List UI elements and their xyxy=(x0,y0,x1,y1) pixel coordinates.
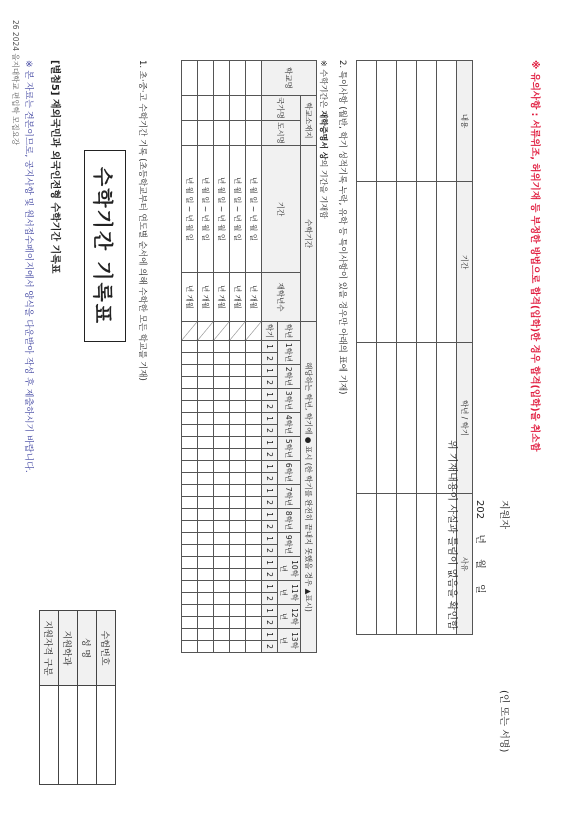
semester-mark-cell[interactable] xyxy=(246,473,262,485)
semester-mark-cell[interactable] xyxy=(198,365,214,377)
semester-header: 2 xyxy=(262,497,278,509)
grade-header: 2학년 xyxy=(278,365,301,389)
semester-mark-cell[interactable] xyxy=(182,581,198,593)
semester-mark-cell[interactable] xyxy=(246,617,262,629)
semester-mark-cell[interactable] xyxy=(230,509,246,521)
semester-mark-cell[interactable] xyxy=(230,581,246,593)
semester-mark-cell[interactable] xyxy=(198,353,214,365)
semester-mark-cell[interactable] xyxy=(182,617,198,629)
period-cell[interactable]: 년 월 일 ~ 년 월 일 xyxy=(182,146,198,273)
semester-mark-cell[interactable] xyxy=(214,425,230,437)
table-row xyxy=(230,61,246,653)
semester-mark-cell[interactable] xyxy=(198,617,214,629)
confirmation-text: 위 기재내용이 사실과 틀림이 없음을 확인함 xyxy=(446,440,457,630)
id-value[interactable] xyxy=(97,686,116,785)
table-row xyxy=(182,61,198,653)
city-cell[interactable] xyxy=(230,121,246,146)
semester-label: 학기 xyxy=(262,322,278,341)
semester-header: 2 xyxy=(262,521,278,533)
semester-mark-cell[interactable] xyxy=(214,485,230,497)
semester-header: 2 xyxy=(262,353,278,365)
id-label: 지원자격 구분 xyxy=(40,611,59,686)
semester-mark-cell[interactable] xyxy=(198,389,214,401)
school-name-cell[interactable] xyxy=(246,61,262,96)
note-1-emphasis: 재학증명서 상 xyxy=(319,110,328,160)
semester-mark-cell[interactable] xyxy=(230,521,246,533)
col-school-name: 학교명 xyxy=(262,61,317,96)
notes-cell[interactable] xyxy=(357,61,377,182)
semester-mark-cell[interactable] xyxy=(182,629,198,641)
semester-mark-cell[interactable] xyxy=(182,641,198,653)
semester-mark-cell[interactable] xyxy=(230,593,246,605)
semester-header: 2 xyxy=(262,593,278,605)
semester-mark-cell[interactable] xyxy=(182,341,198,353)
semester-header: 2 xyxy=(262,617,278,629)
semester-mark-cell[interactable] xyxy=(246,485,262,497)
table-row xyxy=(357,61,377,635)
notes-cell[interactable] xyxy=(417,494,437,635)
semester-mark-cell[interactable] xyxy=(230,425,246,437)
school-name-cell[interactable] xyxy=(198,61,214,96)
semester-header: 1 xyxy=(262,509,278,521)
semester-mark-cell[interactable] xyxy=(214,533,230,545)
instruction-1: 1. 초·중·고 수학기간 기록 (초등학교부터 연도별 순서에 의해 수학한 모든 학교를 기재) xyxy=(137,60,147,381)
semester-header: 1 xyxy=(262,485,278,497)
semester-mark-cell[interactable] xyxy=(246,365,262,377)
applicant-id-table xyxy=(39,610,116,785)
semester-mark-cell[interactable] xyxy=(246,629,262,641)
semester-mark-cell[interactable] xyxy=(198,557,214,569)
semester-mark-cell[interactable] xyxy=(198,629,214,641)
semester-mark-cell[interactable] xyxy=(214,413,230,425)
semester-mark-cell[interactable] xyxy=(214,641,230,653)
grade-header: 6학년 xyxy=(278,461,301,485)
grade-slash-cell xyxy=(198,322,214,341)
semester-mark-cell[interactable] xyxy=(230,641,246,653)
semester-mark-cell[interactable] xyxy=(230,389,246,401)
notes-cell[interactable] xyxy=(377,343,397,494)
semester-mark-cell[interactable] xyxy=(182,461,198,473)
semester-mark-cell[interactable] xyxy=(182,425,198,437)
semester-mark-cell[interactable] xyxy=(230,341,246,353)
country-cell[interactable] xyxy=(214,96,230,121)
semester-mark-cell[interactable] xyxy=(246,413,262,425)
semester-mark-cell[interactable] xyxy=(214,401,230,413)
semester-mark-cell[interactable] xyxy=(182,473,198,485)
semester-mark-cell[interactable] xyxy=(214,473,230,485)
period-cell[interactable]: 년 월 일 ~ 년 월 일 xyxy=(230,146,246,273)
table-row xyxy=(397,61,417,635)
instruction-2: 2. 특이사항 (월반, 학기 성적기록 누락, 유학 등 특이사항이 있을 경우만 아래의 표에 기재) xyxy=(337,60,347,395)
semester-mark-cell[interactable] xyxy=(198,473,214,485)
notes-cell[interactable] xyxy=(397,61,417,182)
semester-mark-cell[interactable] xyxy=(230,617,246,629)
document-title: 수학기간 기록표 xyxy=(84,150,126,342)
country-cell[interactable] xyxy=(230,96,246,121)
semester-mark-cell[interactable] xyxy=(198,401,214,413)
semester-mark-cell[interactable] xyxy=(198,521,214,533)
semester-header: 2 xyxy=(262,377,278,389)
grade-header: 1학년 xyxy=(278,341,301,365)
page-footer: 26 2024 을지대학교 편입학 모집요강 xyxy=(11,20,20,146)
semester-mark-cell[interactable] xyxy=(214,509,230,521)
semester-mark-cell[interactable] xyxy=(198,509,214,521)
semester-mark-cell[interactable] xyxy=(230,401,246,413)
id-row xyxy=(97,611,116,785)
semester-mark-cell[interactable] xyxy=(230,353,246,365)
note-1 xyxy=(318,60,329,219)
id-label: 지원학과 xyxy=(59,611,78,686)
semester-mark-cell[interactable] xyxy=(246,377,262,389)
city-cell[interactable] xyxy=(214,121,230,146)
notes-cell[interactable] xyxy=(377,61,397,182)
semester-mark-cell[interactable] xyxy=(198,605,214,617)
semester-mark-cell[interactable] xyxy=(198,341,214,353)
semester-mark-cell[interactable] xyxy=(214,341,230,353)
semester-mark-cell[interactable] xyxy=(246,461,262,473)
school-name-cell[interactable] xyxy=(214,61,230,96)
semester-mark-cell[interactable] xyxy=(182,413,198,425)
semester-mark-cell[interactable] xyxy=(230,473,246,485)
semester-mark-cell[interactable] xyxy=(198,425,214,437)
semester-mark-cell[interactable] xyxy=(246,593,262,605)
semester-header: 1 xyxy=(262,557,278,569)
grade-header: 7학년 xyxy=(278,485,301,509)
notes-cell[interactable] xyxy=(417,61,437,182)
notice-top: ※ 본 자료는 견본이므로, 공지사항 및 원서접수페이지에서 양식을 다운받아 작성 후 제출하시기 바랍니다. xyxy=(23,60,33,473)
notes-cell[interactable] xyxy=(377,182,397,343)
semester-mark-cell[interactable] xyxy=(214,449,230,461)
semester-header: 2 xyxy=(262,641,278,653)
table-row xyxy=(417,61,437,635)
semester-mark-cell[interactable] xyxy=(246,353,262,365)
semester-mark-cell[interactable] xyxy=(246,557,262,569)
period-cell[interactable]: 년 월 일 ~ 년 월 일 xyxy=(246,146,262,273)
semester-mark-cell[interactable] xyxy=(246,437,262,449)
notes-cell[interactable] xyxy=(357,494,377,635)
semester-mark-cell[interactable] xyxy=(214,497,230,509)
semester-mark-cell[interactable] xyxy=(182,521,198,533)
city-cell[interactable] xyxy=(182,121,198,146)
grade-header: 5학년 xyxy=(278,437,301,461)
col-country: 국가명 xyxy=(262,96,301,121)
grade-header: 10학년 xyxy=(278,557,301,581)
city-cell[interactable] xyxy=(246,121,262,146)
duration-cell[interactable]: 년 개월 xyxy=(246,273,262,322)
period-cell[interactable]: 년 월 일 ~ 년 월 일 xyxy=(214,146,230,273)
semester-mark-cell[interactable] xyxy=(182,605,198,617)
semester-mark-cell[interactable] xyxy=(214,377,230,389)
semester-mark-cell[interactable] xyxy=(230,557,246,569)
semester-mark-cell[interactable] xyxy=(230,437,246,449)
id-value[interactable] xyxy=(40,686,59,785)
semester-mark-cell[interactable] xyxy=(198,581,214,593)
semester-mark-cell[interactable] xyxy=(182,401,198,413)
notes-cell[interactable] xyxy=(437,61,457,182)
semester-mark-cell[interactable] xyxy=(214,545,230,557)
col-reason: 사유 xyxy=(457,494,473,635)
semester-mark-cell[interactable] xyxy=(214,365,230,377)
grade-slash-cell xyxy=(182,322,198,341)
semester-mark-cell[interactable] xyxy=(246,509,262,521)
semester-mark-cell[interactable] xyxy=(214,389,230,401)
semester-header: 2 xyxy=(262,425,278,437)
semester-mark-cell[interactable] xyxy=(214,605,230,617)
semester-mark-cell[interactable] xyxy=(230,413,246,425)
duration-cell[interactable]: 년 개월 xyxy=(230,273,246,322)
semester-mark-cell[interactable] xyxy=(198,497,214,509)
grade-slash-cell xyxy=(230,322,246,341)
table-row xyxy=(377,61,397,635)
country-cell[interactable] xyxy=(246,96,262,121)
school-name-cell[interactable] xyxy=(182,61,198,96)
id-label: 수험번호 xyxy=(97,611,116,686)
semester-mark-cell[interactable] xyxy=(214,617,230,629)
grade-header: 11학년 xyxy=(278,581,301,605)
col-content: 내용 xyxy=(457,61,473,182)
applicant-label: 지원자 xyxy=(498,500,509,529)
section-title: [별첨5] 재외국민과 외국인전형 수학기간 기록표 xyxy=(49,60,60,274)
semester-mark-cell[interactable] xyxy=(198,569,214,581)
notes-cell[interactable] xyxy=(377,494,397,635)
semester-mark-cell[interactable] xyxy=(182,377,198,389)
period-cell[interactable]: 년 월 일 ~ 년 월 일 xyxy=(198,146,214,273)
id-row xyxy=(40,611,59,785)
semester-mark-cell[interactable] xyxy=(198,377,214,389)
semester-header: 2 xyxy=(262,473,278,485)
note-1-text: ※ 수학기간은 재학증명서 상의 기간을 기재함 xyxy=(319,60,328,219)
signature-label: (인 또는 서명) xyxy=(498,690,509,753)
semester-mark-cell[interactable] xyxy=(246,389,262,401)
id-value[interactable] xyxy=(78,686,97,785)
semester-mark-cell[interactable] xyxy=(214,437,230,449)
table-row xyxy=(214,61,230,653)
col-grade-semester: 학년 / 학기 xyxy=(457,343,473,494)
semester-mark-cell[interactable] xyxy=(182,437,198,449)
col-period: 기간 xyxy=(262,146,301,273)
semester-mark-cell[interactable] xyxy=(246,497,262,509)
semester-mark-cell[interactable] xyxy=(246,605,262,617)
col-period: 기간 xyxy=(457,182,473,343)
semester-mark-cell[interactable] xyxy=(182,593,198,605)
semester-mark-cell[interactable] xyxy=(246,521,262,533)
grade-label: 학년 xyxy=(278,322,301,341)
table-row xyxy=(246,61,262,653)
col-location: 학교소재지 xyxy=(301,96,317,146)
grade-header: 8학년 xyxy=(278,509,301,533)
semester-mark-cell[interactable] xyxy=(198,461,214,473)
semester-mark-cell[interactable] xyxy=(246,401,262,413)
col-city: 도시명 xyxy=(262,121,301,146)
semester-header: 1 xyxy=(262,437,278,449)
col-grade-group: 해당하는 학년, 학기에 ● 표시 (한 학기를 완전히 끝내지 못했을 경우 ▲표시) xyxy=(301,322,317,653)
semester-mark-cell[interactable] xyxy=(198,413,214,425)
notes-cell[interactable] xyxy=(397,494,417,635)
grade-header: 12학년 xyxy=(278,605,301,629)
semester-mark-cell[interactable] xyxy=(246,545,262,557)
semester-header: 1 xyxy=(262,533,278,545)
semester-mark-cell[interactable] xyxy=(198,449,214,461)
semester-mark-cell[interactable] xyxy=(182,389,198,401)
notes-cell[interactable] xyxy=(417,182,437,343)
semester-mark-cell[interactable] xyxy=(198,437,214,449)
semester-mark-cell[interactable] xyxy=(230,377,246,389)
semester-mark-cell[interactable] xyxy=(198,533,214,545)
semester-header: 1 xyxy=(262,581,278,593)
id-row xyxy=(59,611,78,785)
notes-cell[interactable] xyxy=(397,343,417,494)
col-duration: 재학년수 xyxy=(262,273,301,322)
semester-mark-cell[interactable] xyxy=(230,449,246,461)
semester-mark-cell[interactable] xyxy=(246,641,262,653)
semester-mark-cell[interactable] xyxy=(230,497,246,509)
semester-mark-cell[interactable] xyxy=(246,569,262,581)
semester-header: 2 xyxy=(262,449,278,461)
col-period-group: 수학기간 xyxy=(301,146,317,322)
semester-header: 1 xyxy=(262,365,278,377)
study-period-table xyxy=(181,60,317,653)
semester-mark-cell[interactable] xyxy=(230,629,246,641)
city-cell[interactable] xyxy=(198,121,214,146)
semester-mark-cell[interactable] xyxy=(198,485,214,497)
table-row xyxy=(198,61,214,653)
semester-header: 2 xyxy=(262,401,278,413)
semester-mark-cell[interactable] xyxy=(230,605,246,617)
semester-header: 1 xyxy=(262,341,278,353)
semester-mark-cell[interactable] xyxy=(214,581,230,593)
semester-mark-cell[interactable] xyxy=(182,557,198,569)
semester-mark-cell[interactable] xyxy=(246,449,262,461)
semester-header: 2 xyxy=(262,569,278,581)
country-cell[interactable] xyxy=(198,96,214,121)
semester-mark-cell[interactable] xyxy=(246,533,262,545)
id-value[interactable] xyxy=(59,686,78,785)
grade-slash-cell xyxy=(214,322,230,341)
semester-mark-cell[interactable] xyxy=(198,593,214,605)
semester-mark-cell[interactable] xyxy=(246,341,262,353)
id-label: 성 명 xyxy=(78,611,97,686)
semester-mark-cell[interactable] xyxy=(182,545,198,557)
semester-mark-cell[interactable] xyxy=(214,593,230,605)
semester-mark-cell[interactable] xyxy=(214,557,230,569)
school-name-cell[interactable] xyxy=(230,61,246,96)
semester-mark-cell[interactable] xyxy=(214,521,230,533)
semester-mark-cell[interactable] xyxy=(182,497,198,509)
country-cell[interactable] xyxy=(182,96,198,121)
notes-cell[interactable] xyxy=(357,343,377,494)
semester-header: 1 xyxy=(262,389,278,401)
semester-mark-cell[interactable] xyxy=(182,485,198,497)
notes-cell[interactable] xyxy=(357,182,377,343)
duration-cell[interactable]: 년 개월 xyxy=(198,273,214,322)
semester-mark-cell[interactable] xyxy=(230,461,246,473)
semester-mark-cell[interactable] xyxy=(182,353,198,365)
notes-cell[interactable] xyxy=(397,182,417,343)
semester-mark-cell[interactable] xyxy=(214,353,230,365)
semester-mark-cell[interactable] xyxy=(214,569,230,581)
semester-mark-cell[interactable] xyxy=(230,569,246,581)
semester-mark-cell[interactable] xyxy=(182,569,198,581)
grade-header: 13학년 xyxy=(278,629,301,653)
notes-cell[interactable] xyxy=(417,343,437,494)
semester-header: 1 xyxy=(262,629,278,641)
grade-header: 3학년 xyxy=(278,389,301,413)
semester-mark-cell[interactable] xyxy=(230,485,246,497)
semester-mark-cell[interactable] xyxy=(230,365,246,377)
id-row xyxy=(78,611,97,785)
semester-header: 1 xyxy=(262,605,278,617)
semester-mark-cell[interactable] xyxy=(230,533,246,545)
semester-header: 1 xyxy=(262,413,278,425)
semester-mark-cell[interactable] xyxy=(246,425,262,437)
semester-mark-cell[interactable] xyxy=(182,509,198,521)
notes-cell[interactable] xyxy=(437,182,457,343)
semester-mark-cell[interactable] xyxy=(198,545,214,557)
semester-mark-cell[interactable] xyxy=(214,461,230,473)
grade-slash-cell xyxy=(246,322,262,341)
grade-header: 9학년 xyxy=(278,533,301,557)
semester-mark-cell[interactable] xyxy=(230,545,246,557)
semester-mark-cell[interactable] xyxy=(198,641,214,653)
semester-mark-cell[interactable] xyxy=(182,365,198,377)
duration-cell[interactable]: 년 개월 xyxy=(182,273,198,322)
semester-header: 2 xyxy=(262,545,278,557)
semester-mark-cell[interactable] xyxy=(182,449,198,461)
semester-header: 1 xyxy=(262,461,278,473)
semester-mark-cell[interactable] xyxy=(246,581,262,593)
semester-mark-cell[interactable] xyxy=(182,533,198,545)
grade-header: 4학년 xyxy=(278,413,301,437)
semester-mark-cell[interactable] xyxy=(214,629,230,641)
duration-cell[interactable]: 년 개월 xyxy=(214,273,230,322)
caution-notice: ※ 유의사항 : 서류위조, 허위기재 등 부정한 방법으로 합격(입학)한 경우 합격(입학)을 취소함 xyxy=(529,60,540,452)
date-line: 202 년 월 일 xyxy=(474,500,485,594)
